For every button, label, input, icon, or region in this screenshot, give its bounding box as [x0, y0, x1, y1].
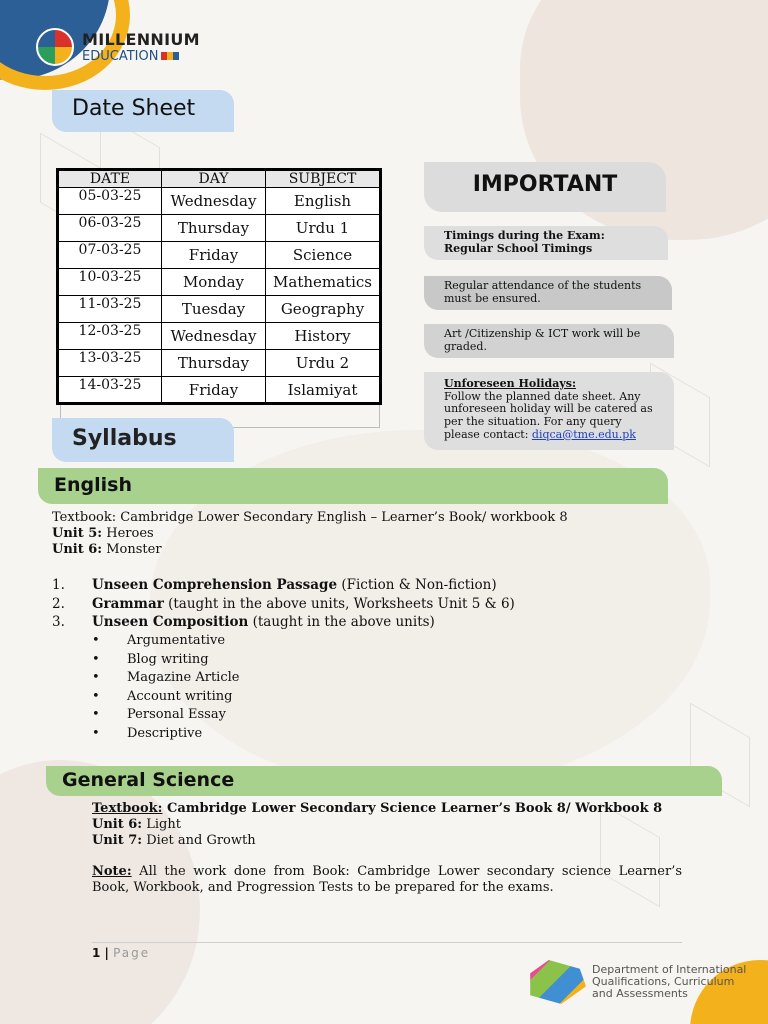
header-day: DAY: [162, 170, 266, 188]
day-cell: Friday: [162, 377, 266, 404]
bullet-text: Blog writing: [127, 651, 209, 667]
list-item: [52, 576, 515, 595]
millennium-logo: [36, 28, 200, 66]
bullet-icon: •: [92, 670, 100, 686]
day-cell: Thursday: [162, 215, 266, 242]
list-item: [52, 595, 515, 614]
list-item: [92, 632, 239, 651]
subject-cell: Mathematics: [266, 269, 381, 296]
datesheet-title: Date Sheet: [52, 90, 234, 132]
subject-cell: Geography: [266, 296, 381, 323]
globe-icon: [36, 28, 74, 66]
date-cell: 06-03-25: [58, 215, 162, 242]
important-holidays: [424, 372, 674, 450]
table-row: [58, 296, 381, 323]
item-detail: (Fiction & Non-fiction): [337, 577, 497, 593]
important-attendance: Regular attendance of the students must be ensured.: [424, 276, 672, 310]
header-subject: SUBJECT: [266, 170, 381, 188]
contact-email-link[interactable]: diqca@tme.edu.pk: [531, 427, 636, 441]
subject-cell: Science: [266, 242, 381, 269]
date-cell: 12-03-25: [58, 323, 162, 350]
date-cell: 13-03-25: [58, 350, 162, 377]
english-heading: English: [38, 468, 668, 504]
item-title: Grammar: [92, 595, 164, 612]
subject-cell: History: [266, 323, 381, 350]
important-timings: [424, 226, 668, 260]
dept-logo: [524, 960, 746, 1004]
subject-cell: Urdu 2: [266, 350, 381, 377]
bullet-icon: •: [92, 688, 100, 704]
table-row: [58, 269, 381, 296]
header-date: DATE: [58, 170, 162, 188]
bullet-text: Argumentative: [127, 633, 226, 648]
day-cell: Wednesday: [162, 188, 266, 215]
logo-line1: MILLENNIUM: [82, 29, 200, 49]
list-item: [92, 688, 239, 707]
date-cell: 07-03-25: [58, 242, 162, 269]
day-cell: Tuesday: [162, 296, 266, 323]
item-number: 3.: [52, 614, 65, 630]
science-note: [92, 864, 682, 896]
date-cell: 11-03-25: [58, 296, 162, 323]
english-textbook-info: [52, 510, 568, 558]
sci-unit7-title: Diet and Growth: [142, 833, 256, 848]
page-number: [92, 946, 150, 960]
footer-divider: [92, 942, 682, 943]
date-cell: 05-03-25: [58, 188, 162, 215]
page-separator: |: [100, 946, 114, 960]
item-number: 2.: [52, 595, 65, 612]
list-item: [92, 669, 239, 688]
list-item: [92, 725, 239, 744]
bullet-icon: •: [92, 651, 100, 667]
subject-cell: Islamiyat: [266, 377, 381, 404]
day-cell: Monday: [162, 269, 266, 296]
dept-line3: and Assessments: [592, 987, 688, 1000]
sci-unit6-title: Light: [142, 817, 181, 832]
science-textbook: Cambridge Lower Secondary Science Learner’s Book 8/ Workbook 8: [162, 801, 663, 816]
holidays-text: Follow the planned date sheet. Any unforeseen holiday will be catered as per the situation. For any query please contact:: [444, 389, 653, 441]
dept-line2: Qualifications, Curriculum: [592, 975, 735, 988]
holidays-heading: Unforeseen Holidays:: [444, 377, 577, 390]
item-number: 1.: [52, 577, 65, 593]
science-textbook-info: [92, 801, 682, 849]
logo-bars-icon: [161, 52, 179, 60]
subject-cell: Urdu 1: [266, 215, 381, 242]
unit5-label: Unit 5:: [52, 526, 103, 541]
table-row: [58, 377, 381, 404]
table-header-row: [58, 170, 381, 188]
unit6-label: Unit 6:: [52, 542, 103, 557]
syllabus-title: Syllabus: [52, 418, 234, 462]
important-grading: Art /Citizenship & ICT work will be graded.: [424, 324, 674, 358]
page-word: Page: [113, 946, 151, 960]
date-cell: 10-03-25: [58, 269, 162, 296]
page-number-value: 1: [92, 946, 101, 960]
table-row: [58, 242, 381, 269]
table-row: [58, 323, 381, 350]
table-row: [58, 188, 381, 215]
dept-logo-icon: [524, 960, 586, 1004]
bullet-text: Account writing: [127, 688, 233, 704]
timings-line1: Timings during the Exam:: [444, 229, 605, 242]
bullet-icon: •: [92, 633, 100, 648]
day-cell: Wednesday: [162, 323, 266, 350]
item-title: Unseen Composition: [92, 614, 249, 630]
day-cell: Friday: [162, 242, 266, 269]
list-item: [52, 613, 515, 632]
logo-line2: EDUCATION: [82, 48, 159, 64]
science-textbook-label: Textbook:: [92, 801, 163, 816]
unit5-title: Heroes: [102, 526, 154, 541]
timings-line2: Regular School Timings: [444, 241, 593, 255]
science-heading: General Science: [46, 766, 722, 796]
datesheet-table: [56, 168, 382, 405]
dept-line1: Department of International: [592, 963, 747, 976]
sci-unit7-label: Unit 7:: [92, 833, 143, 848]
bullet-text: Personal Essay: [127, 707, 226, 723]
bullet-icon: •: [92, 707, 100, 723]
date-cell: 14-03-25: [58, 377, 162, 404]
english-textbook: Textbook: Cambridge Lower Secondary English – Learner’s Book/ workbook 8: [52, 510, 568, 525]
bullet-text: Magazine Article: [127, 670, 240, 686]
sci-unit6-label: Unit 6:: [92, 817, 143, 832]
list-item: [92, 706, 239, 725]
unit6-title: Monster: [102, 542, 162, 557]
item-title: Unseen Comprehension Passage: [92, 577, 338, 593]
table-row: [58, 350, 381, 377]
bullet-icon: •: [92, 725, 100, 741]
item-detail: (taught in the above units): [248, 614, 435, 630]
composition-types-list: [92, 632, 239, 744]
table-row: [58, 215, 381, 242]
important-title: IMPORTANT: [424, 162, 666, 212]
english-topic-list: [52, 576, 515, 632]
item-detail: (taught in the above units, Worksheets Unit 5 & 6): [163, 595, 515, 612]
note-label: Note:: [92, 864, 132, 879]
subject-cell: English: [266, 188, 381, 215]
note-text: All the work done from Book: Cambridge Lower secondary science Learner’s Book, Workbook, and Progression Tests to be prepared for the exams.: [92, 864, 682, 895]
list-item: [92, 651, 239, 670]
day-cell: Thursday: [162, 350, 266, 377]
bullet-text: Descriptive: [127, 725, 203, 741]
